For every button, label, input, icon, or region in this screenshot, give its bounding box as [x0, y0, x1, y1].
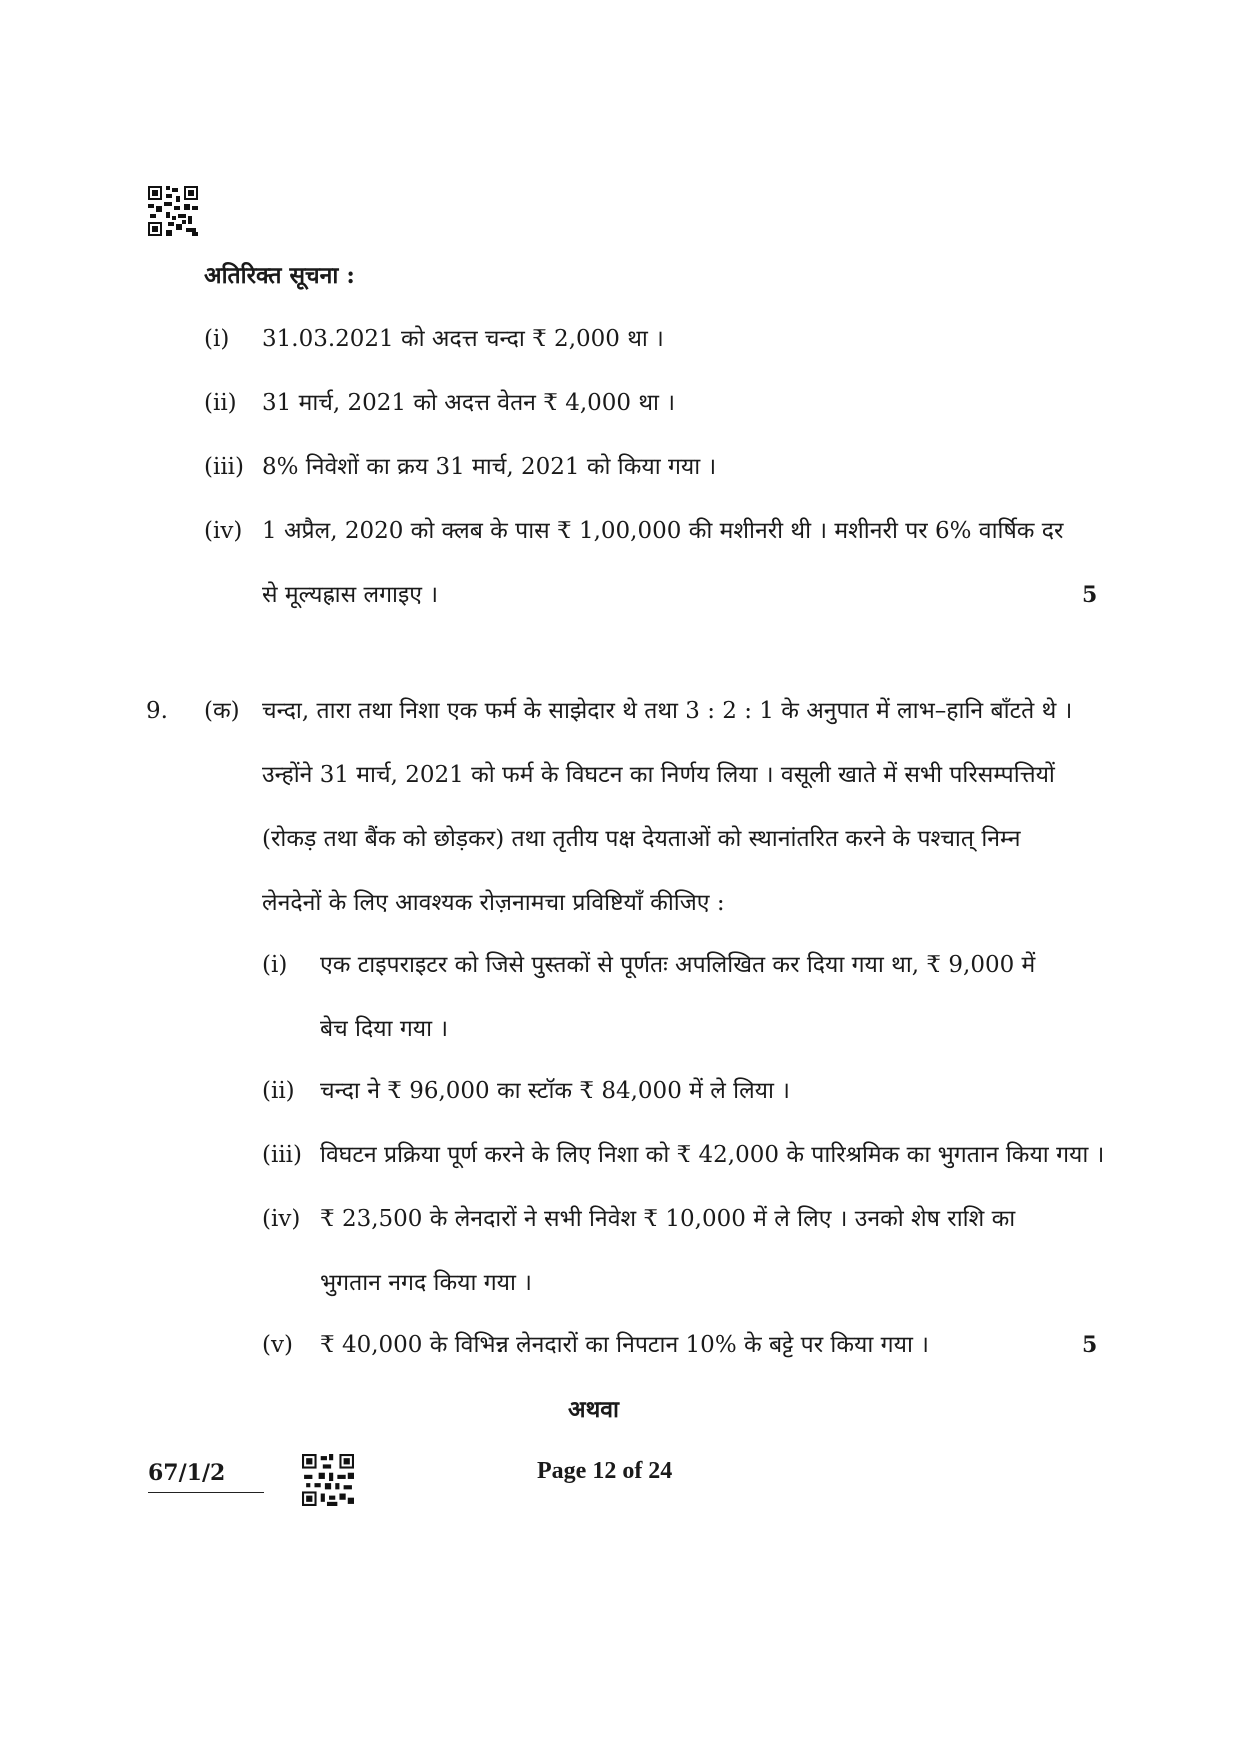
question-part: (क) [204, 698, 240, 724]
additional-info-heading: अतिरिक्त सूचना : [204, 262, 355, 289]
transaction-label: (iv) [262, 1206, 301, 1232]
transaction-text-cont: भुगतान नगद किया गया । [320, 1270, 533, 1296]
info-item-label: (ii) [204, 390, 237, 416]
info-item-label: (iv) [204, 518, 243, 544]
info-item-text: 8% निवेशों का क्रय 31 मार्च, 2021 को किया गया । [262, 454, 717, 480]
transaction-text: ₹ 23,500 के लेनदारों ने सभी निवेश ₹ 10,000 में ले लिए । उनको शेष राशि का [320, 1206, 1016, 1232]
info-item-text-cont: से मूल्यह्रास लगाइए । [262, 582, 439, 608]
transaction-label: (i) [262, 952, 288, 978]
info-item-text: 1 अप्रैल, 2020 को क्लब के पास ₹ 1,00,000 की मशीनरी थी । मशीनरी पर 6% वार्षिक दर [262, 518, 1064, 544]
qr-code-icon [148, 186, 198, 236]
paper-code: 67/1/2 [148, 1460, 226, 1486]
page-number: Page 12 of 24 [537, 1458, 673, 1484]
transaction-text: एक टाइपराइटर को जिसे पुस्तकों से पूर्णतः अपलिखित कर दिया गया था, ₹ 9,000 में [320, 952, 1036, 978]
marks-label: 5 [1082, 582, 1098, 608]
transaction-label: (iii) [262, 1142, 303, 1168]
transaction-label: (ii) [262, 1078, 295, 1104]
transaction-text: ₹ 40,000 के विभिन्न लेनदारों का निपटान 10% के बट्टे पर किया गया । [320, 1332, 929, 1358]
transaction-label: (v) [262, 1332, 293, 1358]
qr-code-top [148, 186, 198, 236]
question-text-line: (रोकड़ तथा बैंक को छोड़कर) तथा तृतीय पक्ष देयताओं को स्थानांतरित करने के पश्चात् निम्न [262, 826, 1021, 852]
info-item-label: (iii) [204, 454, 245, 480]
question-text-line: चन्दा, तारा तथा निशा एक फर्म के साझेदार थे तथा 3 : 2 : 1 के अनुपात में लाभ–हानि बाँटते थे । [262, 698, 1073, 724]
qr-code-footer [302, 1454, 354, 1506]
question-text-line: उन्होंने 31 मार्च, 2021 को फर्म के विघटन का निर्णय लिया । वसूली खाते में सभी परिसम्पत्तियों [262, 762, 1055, 788]
paper-code-underline [148, 1492, 264, 1493]
transaction-text: विघटन प्रक्रिया पूर्ण करने के लिए निशा को ₹ 42,000 के पारिश्रमिक का भुगतान किया गया । [320, 1142, 1105, 1168]
transaction-text-cont: बेच दिया गया । [320, 1016, 449, 1042]
info-item-text: 31 मार्च, 2021 को अदत्त वेतन ₹ 4,000 था । [262, 390, 676, 416]
question-number: 9. [146, 698, 168, 724]
or-divider-label: अथवा [568, 1396, 620, 1423]
transaction-text: चन्दा ने ₹ 96,000 का स्टॉक ₹ 84,000 में ले लिया । [320, 1078, 790, 1104]
qr-code-icon [302, 1454, 354, 1506]
info-item-text: 31.03.2021 को अदत्त चन्दा ₹ 2,000 था । [262, 326, 664, 352]
marks-label: 5 [1082, 1332, 1098, 1358]
question-text-line: लेनदेनों के लिए आवश्यक रोज़नामचा प्रविष्टियाँ कीजिए : [262, 890, 725, 916]
info-item-label: (i) [204, 326, 230, 352]
